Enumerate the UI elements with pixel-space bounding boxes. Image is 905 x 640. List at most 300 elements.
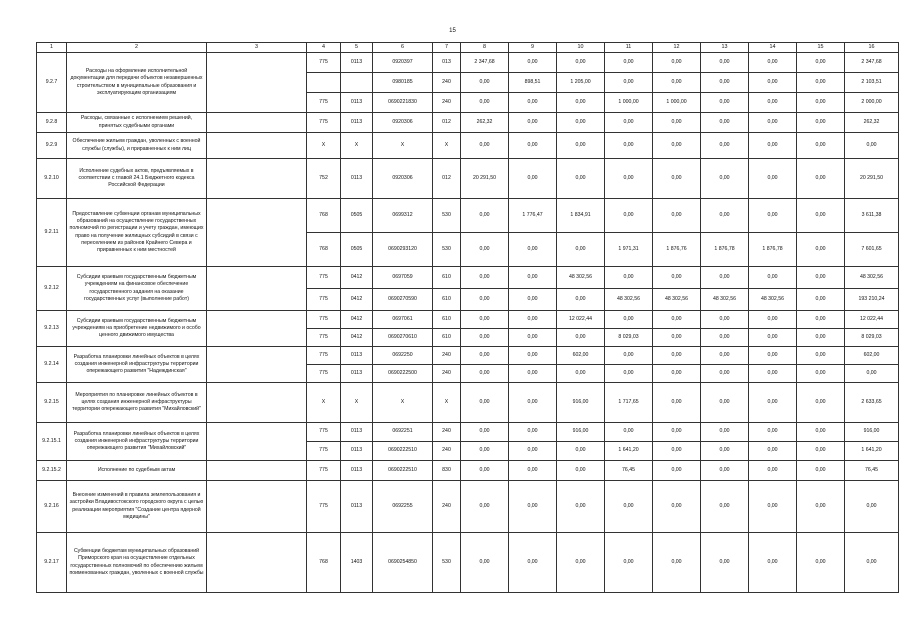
row-description: Мероприятия по планировке линейных объектов в целях создания инженерной инфраструктуры территории опережающего развития "Михайловский"	[67, 383, 207, 423]
row-col5: X	[341, 383, 373, 423]
row-index: 9.2.9	[37, 133, 67, 159]
row-col4: 775	[307, 461, 341, 481]
row-value: 0,00	[557, 289, 605, 311]
row-col7: 240	[433, 423, 461, 442]
row-col3	[207, 159, 307, 199]
row-value: 0,00	[701, 461, 749, 481]
row-value: 0,00	[461, 329, 509, 347]
row-value: 0,00	[605, 133, 653, 159]
row-col3	[207, 347, 307, 383]
table-row	[37, 533, 899, 593]
row-col4: 775	[307, 365, 341, 383]
row-value: 1 876,78	[701, 233, 749, 267]
row-value: 1 834,91	[557, 199, 605, 233]
row-value: 0,00	[509, 442, 557, 461]
row-value: 0,00	[653, 365, 701, 383]
row-value: 0,00	[845, 365, 899, 383]
row-value: 0,00	[653, 159, 701, 199]
row-col5: 0113	[341, 347, 373, 365]
row-col6: X	[373, 383, 433, 423]
row-col7: 240	[433, 347, 461, 365]
row-col4: 775	[307, 347, 341, 365]
row-index: 9.2.8	[37, 113, 67, 133]
row-col6: 0692255	[373, 481, 433, 533]
row-col7: 610	[433, 311, 461, 329]
row-value: 0,00	[797, 53, 845, 73]
row-col7: 240	[433, 481, 461, 533]
row-value: 0,00	[461, 289, 509, 311]
row-value: 0,00	[797, 289, 845, 311]
row-value: 0,00	[509, 423, 557, 442]
row-description: Разработка планировки линейных объектов в целях создания инженерной инфраструктуры территории опережающего развития "Надеждинская"	[67, 347, 207, 383]
row-col7: 013	[433, 53, 461, 73]
row-value: 1 000,00	[605, 93, 653, 113]
row-col6: 0690222500	[373, 365, 433, 383]
row-col5: 0113	[341, 481, 373, 533]
row-value: 1 776,47	[509, 199, 557, 233]
row-value: 2 103,51	[845, 73, 899, 93]
row-value: 0,00	[749, 73, 797, 93]
row-value: 0,00	[509, 383, 557, 423]
row-value: 0,00	[605, 53, 653, 73]
row-value: 8 029,03	[845, 329, 899, 347]
row-value: 0,00	[749, 365, 797, 383]
row-col5: 0113	[341, 365, 373, 383]
row-col5: 0412	[341, 329, 373, 347]
header-cell: 2	[67, 43, 207, 53]
row-value: 1 000,00	[653, 93, 701, 113]
row-value: 0,00	[557, 93, 605, 113]
row-value: 0,00	[605, 159, 653, 199]
row-value: 48 302,56	[605, 289, 653, 311]
row-value: 0,00	[749, 423, 797, 442]
table-row	[37, 481, 899, 533]
row-col4: 775	[307, 53, 341, 73]
row-value: 916,00	[845, 423, 899, 442]
row-value: 0,00	[701, 365, 749, 383]
row-value: 0,00	[509, 481, 557, 533]
row-value: 0,00	[749, 311, 797, 329]
row-value: 0,00	[845, 133, 899, 159]
row-value: 0,00	[461, 481, 509, 533]
row-value: 0,00	[461, 461, 509, 481]
row-col6: 0697059	[373, 267, 433, 289]
row-value: 1 876,76	[653, 233, 701, 267]
row-index: 9.2.12	[37, 267, 67, 311]
row-col5: 1403	[341, 533, 373, 593]
row-index: 9.2.11	[37, 199, 67, 267]
row-col4: 768	[307, 533, 341, 593]
row-index: 9.2.14	[37, 347, 67, 383]
row-value: 0,00	[509, 461, 557, 481]
row-value: 0,00	[653, 133, 701, 159]
row-value: 0,00	[461, 199, 509, 233]
row-col6: 0690270610	[373, 329, 433, 347]
row-value: 0,00	[605, 423, 653, 442]
row-col5: 0505	[341, 199, 373, 233]
row-value: 602,00	[845, 347, 899, 365]
row-col3	[207, 311, 307, 347]
row-value: 0,00	[605, 533, 653, 593]
row-value: 1 971,31	[605, 233, 653, 267]
row-value: 0,00	[797, 233, 845, 267]
row-value: 0,00	[461, 73, 509, 93]
row-value: 0,00	[557, 365, 605, 383]
row-value: 0,00	[701, 133, 749, 159]
row-col6: 0920306	[373, 159, 433, 199]
row-col7: 610	[433, 289, 461, 311]
header-cell: 4	[307, 43, 341, 53]
header-cell: 7	[433, 43, 461, 53]
header-cell: 3	[207, 43, 307, 53]
row-col5: 0412	[341, 289, 373, 311]
row-value: 2 000,00	[845, 93, 899, 113]
row-value: 0,00	[749, 461, 797, 481]
row-col5: 0412	[341, 311, 373, 329]
row-description: Обеспечение жильем граждан, уволенных с военной службы (службы), и приравненных к ним лиц	[67, 133, 207, 159]
row-value: 0,00	[557, 233, 605, 267]
row-value: 48 302,56	[845, 267, 899, 289]
header-cell: 1	[37, 43, 67, 53]
row-col5: 0113	[341, 423, 373, 442]
row-value: 0,00	[557, 329, 605, 347]
row-value: 0,00	[797, 73, 845, 93]
row-value: 0,00	[749, 133, 797, 159]
row-col6: 0690270590	[373, 289, 433, 311]
row-col7: 012	[433, 113, 461, 133]
row-description: Расходы, связанные с исполнением решений, принятых судебными органами	[67, 113, 207, 133]
row-col4: 775	[307, 267, 341, 289]
row-col3	[207, 383, 307, 423]
row-value: 0,00	[653, 383, 701, 423]
row-value: 12 022,44	[845, 311, 899, 329]
row-value: 0,00	[701, 311, 749, 329]
row-value: 0,00	[653, 267, 701, 289]
row-col3	[207, 423, 307, 461]
row-col7: 240	[433, 442, 461, 461]
row-value: 0,00	[749, 383, 797, 423]
row-description: Внесение изменений в правила землепользования и застройки Владивостокского городского округа с целью реализации мероприятия "Создание центра ядерной медицины"	[67, 481, 207, 533]
row-value: 0,00	[701, 159, 749, 199]
budget-table	[36, 42, 899, 593]
row-value: 0,00	[605, 311, 653, 329]
row-value: 0,00	[797, 423, 845, 442]
table-row	[37, 423, 899, 442]
row-col7: 830	[433, 461, 461, 481]
table-row	[37, 267, 899, 289]
row-value: 1 641,20	[845, 442, 899, 461]
row-col6: 0920306	[373, 113, 433, 133]
row-value: 0,00	[557, 113, 605, 133]
row-description: Предоставление субвенции органам муниципальных образований на осуществление государственных полномочий по регистрации и учету граждан, имеющих право на получение жилищных субсидий в связи с переселением из районов Крайнего Севера и приравненных к ним местностей	[67, 199, 207, 267]
row-col5: 0505	[341, 233, 373, 267]
row-col3	[207, 533, 307, 593]
row-value: 0,00	[797, 365, 845, 383]
row-value: 0,00	[797, 199, 845, 233]
row-value: 0,00	[653, 199, 701, 233]
row-col4: 768	[307, 233, 341, 267]
row-col6: 0980185	[373, 73, 433, 93]
row-col4: 775	[307, 311, 341, 329]
row-col7: 240	[433, 73, 461, 93]
row-col6: 0690293120	[373, 233, 433, 267]
row-value: 0,00	[461, 533, 509, 593]
row-value: 0,00	[797, 461, 845, 481]
row-value: 0,00	[653, 461, 701, 481]
row-value: 262,32	[845, 113, 899, 133]
row-value: 0,00	[653, 533, 701, 593]
row-value: 76,45	[845, 461, 899, 481]
row-col5: 0113	[341, 442, 373, 461]
row-value: 0,00	[797, 311, 845, 329]
row-value: 0,00	[701, 481, 749, 533]
row-col6: 0920397	[373, 53, 433, 73]
row-value: 0,00	[461, 267, 509, 289]
row-col3	[207, 267, 307, 311]
row-value: 0,00	[653, 329, 701, 347]
row-value: 0,00	[509, 159, 557, 199]
row-value: 0,00	[797, 113, 845, 133]
row-value: 0,00	[461, 311, 509, 329]
table-row	[37, 461, 899, 481]
row-value: 0,00	[701, 347, 749, 365]
row-col4: 775	[307, 289, 341, 311]
header-cell: 6	[373, 43, 433, 53]
row-value: 0,00	[653, 73, 701, 93]
header-row	[37, 43, 899, 53]
row-index: 9.2.16	[37, 481, 67, 533]
row-value: 0,00	[557, 53, 605, 73]
row-value: 0,00	[701, 442, 749, 461]
row-value: 0,00	[509, 329, 557, 347]
header-cell: 9	[509, 43, 557, 53]
row-value: 0,00	[509, 311, 557, 329]
row-value: 1 205,00	[557, 73, 605, 93]
row-col7: 012	[433, 159, 461, 199]
row-col6: 0699312	[373, 199, 433, 233]
row-value: 0,00	[701, 53, 749, 73]
row-col6: 0692251	[373, 423, 433, 442]
row-value: 20 291,50	[845, 159, 899, 199]
row-col7: 610	[433, 267, 461, 289]
row-value: 0,00	[557, 533, 605, 593]
row-value: 0,00	[461, 383, 509, 423]
row-value: 12 022,44	[557, 311, 605, 329]
row-value: 0,00	[461, 347, 509, 365]
row-value: 0,00	[749, 533, 797, 593]
row-value: 0,00	[605, 199, 653, 233]
row-col7: 240	[433, 365, 461, 383]
row-value: 0,00	[701, 533, 749, 593]
header-cell: 5	[341, 43, 373, 53]
row-col7: 530	[433, 199, 461, 233]
row-col5: 0113	[341, 53, 373, 73]
row-value: 0,00	[509, 133, 557, 159]
row-value: 0,00	[797, 267, 845, 289]
row-value: 262,32	[461, 113, 509, 133]
row-value: 0,00	[749, 481, 797, 533]
row-value: 0,00	[461, 365, 509, 383]
row-index: 9.2.15.2	[37, 461, 67, 481]
row-col4: 775	[307, 113, 341, 133]
row-value: 0,00	[653, 347, 701, 365]
row-value: 0,00	[557, 481, 605, 533]
row-value: 0,00	[653, 442, 701, 461]
row-value: 0,00	[509, 347, 557, 365]
row-col6: 0690222510	[373, 461, 433, 481]
row-col5: 0113	[341, 159, 373, 199]
row-value: 0,00	[461, 233, 509, 267]
row-value: 0,00	[509, 289, 557, 311]
row-value: 7 601,65	[845, 233, 899, 267]
row-value: 0,00	[845, 481, 899, 533]
table-row	[37, 133, 899, 159]
row-value: 0,00	[653, 481, 701, 533]
row-description: Субсидии краевым государственным бюджетным учреждениям на приобретение недвижимого и особо ценного движимого имущества	[67, 311, 207, 347]
row-col4: 752	[307, 159, 341, 199]
header-cell: 12	[653, 43, 701, 53]
row-value: 0,00	[749, 442, 797, 461]
row-col3	[207, 53, 307, 113]
row-index: 9.2.15	[37, 383, 67, 423]
row-value: 0,00	[653, 311, 701, 329]
row-index: 9.2.10	[37, 159, 67, 199]
row-value: 0,00	[701, 423, 749, 442]
row-index: 9.2.17	[37, 533, 67, 593]
table-row	[37, 113, 899, 133]
row-value: 0,00	[749, 347, 797, 365]
row-description: Разработка планировки линейных объектов в целях создания инженерной инфраструктуры территории опережающего развития "Михайловский"	[67, 423, 207, 461]
row-value: 0,00	[509, 113, 557, 133]
row-col7: 610	[433, 329, 461, 347]
row-value: 0,00	[749, 267, 797, 289]
header-cell: 15	[797, 43, 845, 53]
row-col3	[207, 113, 307, 133]
row-value: 0,00	[701, 267, 749, 289]
row-col4: X	[307, 383, 341, 423]
row-value: 0,00	[749, 93, 797, 113]
row-col6: 0697061	[373, 311, 433, 329]
row-value: 2 347,68	[461, 53, 509, 73]
row-description: Исполнение судебных актов, предъявляемых в соответствии с главой 24.1 Бюджетного кодекса Российской Федерации	[67, 159, 207, 199]
table-row	[37, 383, 899, 423]
row-col5	[341, 73, 373, 93]
row-value: 0,00	[701, 113, 749, 133]
row-value: 0,00	[509, 53, 557, 73]
row-value: 0,00	[509, 533, 557, 593]
row-value: 3 611,38	[845, 199, 899, 233]
row-value: 0,00	[509, 365, 557, 383]
row-col4: 775	[307, 329, 341, 347]
row-value: 0,00	[797, 481, 845, 533]
row-description: Субсидии краевым государственным бюджетным учреждениям на финансовое обеспечение государственного задания на оказание государственных услуг (выполнение работ)	[67, 267, 207, 311]
row-col7: 530	[433, 533, 461, 593]
row-value: 0,00	[557, 461, 605, 481]
row-value: 0,00	[797, 383, 845, 423]
row-value: 0,00	[653, 53, 701, 73]
row-value: 0,00	[461, 133, 509, 159]
row-value: 0,00	[605, 365, 653, 383]
row-index: 9.2.15.1	[37, 423, 67, 461]
row-description: Субвенции бюджетам муниципальных образований Приморского края на осуществление отдельных государственных полномочий по обеспечению жильем поименованных граждан, уволенных с военной службы	[67, 533, 207, 593]
row-value: 0,00	[557, 159, 605, 199]
row-col4: 775	[307, 423, 341, 442]
header-cell: 14	[749, 43, 797, 53]
page-number: 15	[449, 28, 456, 34]
row-col5: 0412	[341, 267, 373, 289]
row-col4	[307, 73, 341, 93]
row-col7: 240	[433, 93, 461, 113]
row-value: 0,00	[845, 533, 899, 593]
row-col6: 0690254850	[373, 533, 433, 593]
row-value: 48 302,56	[749, 289, 797, 311]
header-cell: 10	[557, 43, 605, 53]
header-cell: 11	[605, 43, 653, 53]
row-value: 0,00	[461, 442, 509, 461]
row-value: 0,00	[461, 93, 509, 113]
row-value: 0,00	[749, 159, 797, 199]
row-col6: 0692250	[373, 347, 433, 365]
row-value: 2 347,68	[845, 53, 899, 73]
row-value: 1 876,78	[749, 233, 797, 267]
table-row	[37, 53, 899, 73]
row-col7: X	[433, 383, 461, 423]
row-col5: 0113	[341, 113, 373, 133]
row-col6: 0690222510	[373, 442, 433, 461]
row-value: 0,00	[701, 383, 749, 423]
row-value: 0,00	[509, 267, 557, 289]
row-value: 8 029,03	[605, 329, 653, 347]
table-row	[37, 311, 899, 329]
table-row	[37, 159, 899, 199]
row-value: 76,45	[605, 461, 653, 481]
row-col7: 530	[433, 233, 461, 267]
row-col3	[207, 481, 307, 533]
row-col4: 775	[307, 442, 341, 461]
row-description: Расходы на оформление исполнительной документации для передачи объектов незавершенных строительством в муниципальные образования и эксплуатирующим организациям	[67, 53, 207, 113]
row-value: 0,00	[605, 73, 653, 93]
row-col5: 0113	[341, 93, 373, 113]
row-value: 1 641,20	[605, 442, 653, 461]
header-cell: 8	[461, 43, 509, 53]
row-value: 0,00	[701, 329, 749, 347]
header-cell: 16	[845, 43, 899, 53]
row-value: 0,00	[749, 53, 797, 73]
row-col5: X	[341, 133, 373, 159]
row-col6: 0690221830	[373, 93, 433, 113]
row-value: 0,00	[653, 423, 701, 442]
row-value: 193 210,24	[845, 289, 899, 311]
row-value: 0,00	[701, 93, 749, 113]
row-index: 9.2.7	[37, 53, 67, 113]
row-value: 0,00	[797, 442, 845, 461]
row-col7: X	[433, 133, 461, 159]
row-value: 0,00	[797, 133, 845, 159]
row-value: 0,00	[749, 199, 797, 233]
row-value: 0,00	[461, 423, 509, 442]
row-value: 48 302,56	[557, 267, 605, 289]
row-value: 0,00	[605, 481, 653, 533]
row-index: 9.2.13	[37, 311, 67, 347]
row-value: 0,00	[509, 93, 557, 113]
row-col6: X	[373, 133, 433, 159]
row-value: 0,00	[509, 233, 557, 267]
row-value: 0,00	[605, 267, 653, 289]
row-col5: 0113	[341, 461, 373, 481]
row-col4: 775	[307, 93, 341, 113]
row-value: 898,51	[509, 73, 557, 93]
row-col3	[207, 461, 307, 481]
